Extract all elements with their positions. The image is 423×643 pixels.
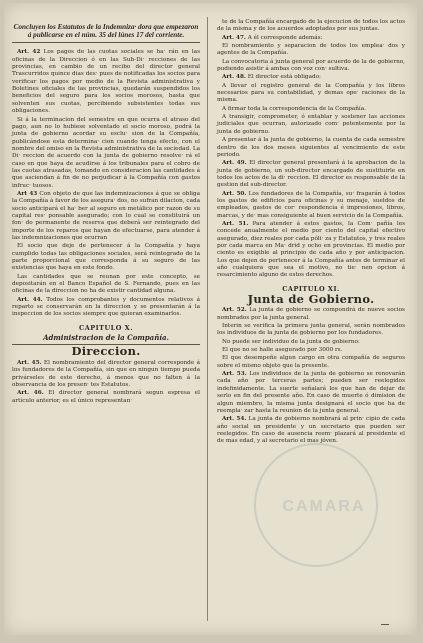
paragraph-text: A firmar toda la correspondencia de la Compañía.: [222, 105, 366, 112]
article-number: Art. 45.: [17, 359, 42, 366]
paragraph: [217, 137, 405, 159]
left-paragraphs-2: [12, 360, 200, 405]
paragraph-text: El socio que deje de pertenecer á la Compañía y haya cumplido todas las obligaciones sociales, será reintegrado de la parte proporcional que corresponda á su seguro de las existencias que haya en este fondo.: [12, 243, 200, 272]
paragraph-text: La junta de gobierno se compondrá de nueve socios nombrados por la junta general.: [217, 307, 405, 321]
paragraph-text: Con objeto de que las indemnizaciones á que se obliga la Compañía á favor de los asegura· dos, no sufran dilacion, cada socio anticipará el ha· ber al seguro en metálico por razon de su capital res· ponsable asegurado; con lo cual se constituirá un fon· do permanente de reserva que deberá ser reintegrado del importe de los reparos que hayan de efectuarse, para atender á las indemnizaciones que ocurran: [12, 190, 200, 241]
paragraph: [217, 323, 405, 338]
paragraph-text: El director general nombrará segun espresa el artículo anterior, es el único representan·: [12, 390, 200, 404]
paragraph: [217, 355, 405, 370]
paragraph: [217, 19, 405, 34]
paragraph-text: Los individuos de la junta de gobierno se renovarán cada año por terceras partes; pueden ser reelegidos indefinidamente. La suerte señalará los que han de dejar de serlo en fin del presente año. En caso de muerte ó dimision de algun miembro, la misma junta designará el socio que ha de reempla· zar hasta la reunion de la junta general.: [217, 371, 405, 414]
paragraph: [217, 74, 405, 81]
paragraph-text: El que desempeñe algun cargo en otra compañía de seguros sobre el mismo objeto que la presente.: [217, 355, 405, 369]
paragraph-text: A él corresponde además:: [245, 34, 323, 41]
paragraph-text: No puede ser individuo de la junta de gobierno:: [222, 338, 360, 345]
paragraph-text: El director está obligado:: [245, 74, 321, 81]
right-column: [217, 19, 405, 447]
paragraph: [217, 191, 405, 220]
article-heading: Concluyen los Estatutos de la Indemniza· dora que empezaron á publicarse en el núm. 35 del lúnes 17 del corriente.: [12, 23, 200, 43]
chapter-label: CAPITULO X.: [79, 323, 133, 332]
paragraph: [12, 243, 200, 272]
paragraph-text: A presentar á la junta de gobierno, la cuenta de cada semestre dentro de los dos meses siguientes al vencimiento de este periodo.: [217, 137, 405, 158]
paragraph: [217, 307, 405, 322]
article-number: Art. 52.: [222, 307, 247, 314]
stamp-watermark-text: CAMARA: [282, 498, 366, 515]
paragraph-text: El nombramiento del director general corresponde á los fundadores de la Compañía, sin que en ningun tiempo pueda privárseles de este derecho, á menos que no falten á la observancia de los presen· tes Estatutos.: [12, 359, 200, 388]
paragraph-text: El director general presentará á la aprobacion de la junta de gobierno, un sub-director encargado de sustituirle en todos los actos de la di· reccion. El director es responsable de la gestion del sub-director.: [217, 160, 405, 189]
chapter-title: Administracion de la Compañía.: [12, 334, 200, 345]
paragraph: [12, 191, 200, 242]
newspaper-page: [4, 3, 417, 635]
paragraph-text: Para atender á estos gastos, la Com· pañía les concede anualmente el medio por ciento del capital efectivo asegurado, diez reales por cada póli· za y Estatutos, y tres reales por cada marca en Ma· drid y ocho en provincias. El medio por ciento es exigible al principio de cada año y por anticipacion. Los que dejen de pertenecer á la Compañía antes de terminar el año cualquiera que sea el motivo, no tie· nen opcion á resarcimiento alguno de estos derechos.: [217, 220, 405, 279]
paragraph-text: El nombramiento y separacion de todos los emplea· dos y agentes de la Compañía.: [217, 43, 405, 57]
paragraph-text: te de la Compañía encargado de la ejecucion de todos los actos de la misma y de los acuerdos adoptados por sus juntas.: [217, 19, 405, 33]
paragraph: [217, 416, 405, 445]
paragraph-text: A transigir, comprometer, ó entablar y sostener las acciones judiciales que ocurran, autorizado com· petentemente por la junta de gobierno.: [217, 114, 405, 135]
paragraph: [12, 297, 200, 319]
paragraph: [217, 83, 405, 105]
paragraph-text: Interin se verifica la primera junta general, serán nombrados los individuos de la junta de gobierno por los fundadores.: [217, 323, 405, 337]
paragraph-text: Todos los comprobantes y documentos relativos á reparto se conservarán en la direccion y se presentarán á la inspeccion de los socios siempre que quieran examinarlos.: [12, 296, 200, 318]
article-number: Art. 53.: [222, 371, 247, 378]
article-number: Art 43: [17, 190, 38, 197]
paragraph-text: La junta de gobierno nombrará al prin· cipio de cada año social un presidente y un secretario que pueden ser reelegidos. En caso de ausencia reem· plazará al presidente el de mas edad, y al secretario el mas jóven.: [217, 416, 405, 445]
paragraph: [12, 360, 200, 389]
article-number: Art. 42: [17, 49, 41, 56]
paragraph-text: Las cantidades que se reunan por este concepto, se depositarán en el Banco Español de S. Fernando, pues en las oficinas de la direccion no ha de existir cantidad alguna.: [12, 273, 200, 295]
left-paragraphs: [12, 49, 200, 318]
paragraph-text: Los pagos de las cuotas sociales se ha· rán en las oficinas de la Direccion ó en las Sub-Di· recciones de las provincias, en cambio de un recibo del director general Trascurridos quince dias des· pues de notificadas los socios para verificar los pagos por medio de la Revista administrativa y Boletines oficiales de las provincias, quedarán suspendidos los beneficios del seguro para los socios morosos, hasta que solventen sus cuotas, percibiendo subsistentes todas sus obligaciones.: [12, 49, 200, 115]
paragraph-text: A llevar el registro general de la Compañía y los libros necesarios para su contabilidad, y demas ope· raciones de la misma.: [217, 82, 405, 104]
paragraph: [12, 390, 200, 405]
chapter-label-xi: CAPITULO XI.: [282, 284, 340, 293]
article-number: Art. 48.: [222, 74, 246, 81]
article-number: Art. 49.: [222, 160, 247, 167]
right-paragraphs-2: [217, 307, 405, 445]
paragraph: [12, 49, 200, 115]
paragraph: [217, 106, 405, 113]
paragraph-text: El que no se halle asegurado por 3000 rs.: [222, 347, 343, 354]
article-number: Art. 47.: [222, 34, 246, 41]
paragraph: [217, 35, 405, 42]
right-paragraphs: [217, 19, 405, 280]
article-number: Art. 46.: [17, 390, 44, 397]
paragraph: [217, 114, 405, 136]
section-title-junta: Junta de Gobierno.: [247, 292, 375, 307]
paragraph: [217, 339, 405, 346]
paragraph: [217, 43, 405, 58]
paragraph: [217, 160, 405, 189]
paragraph-text: La convocatoria á junta general por acuerdo de la de gobierno, pudiendo asistir á ambas con voz con· sultiva.: [217, 58, 405, 73]
paragraph-text: Los fundadores de la Compañía, su· fragarán á todos los gastos de edificios para oficinas y su menaje, sueldos de empleados, gastos de cor· respondencia é impresiones, libros, marcas, y de· mas consiguiente al buen servicio de la Compañía.: [217, 190, 405, 219]
article-number: Art. 44.: [17, 296, 43, 303]
section-title: Direccion.: [71, 344, 141, 359]
article-number: Art. 54.: [222, 416, 247, 423]
article-number: Art. 50.: [222, 190, 247, 197]
paragraph: [217, 59, 405, 74]
end-mark: [381, 624, 389, 625]
paragraph-text: Si á la terminacion del semestre en que ocurra el atraso del pago, aun no lo hubiese solventado el socio moroso, podrá la junta de gobierno acordar su esclu· sion de la Compañía, publicándose esta determina· cion cuando tenga efecto, con el nombre del omiso en la Revista administrativa de la sociedad. La Di· reccion de acuerdo con la junta de gobierno resolve· rá el caso en que haya de acudirse á los tribunales para el cobro de las cuotas atrasadas, tomando en consideracion las cantidades á que asciendan á fin de no perjudicar á la Compañía con gastos infruc· tuosos.: [12, 116, 200, 189]
paragraph: [12, 274, 200, 296]
paragraph: [217, 371, 405, 415]
column-divider: [207, 17, 208, 621]
paragraph: [217, 221, 405, 280]
paragraph: [217, 347, 405, 354]
left-column: [12, 19, 200, 406]
article-number: Art. 51.: [222, 220, 249, 227]
paragraph: [12, 117, 200, 190]
